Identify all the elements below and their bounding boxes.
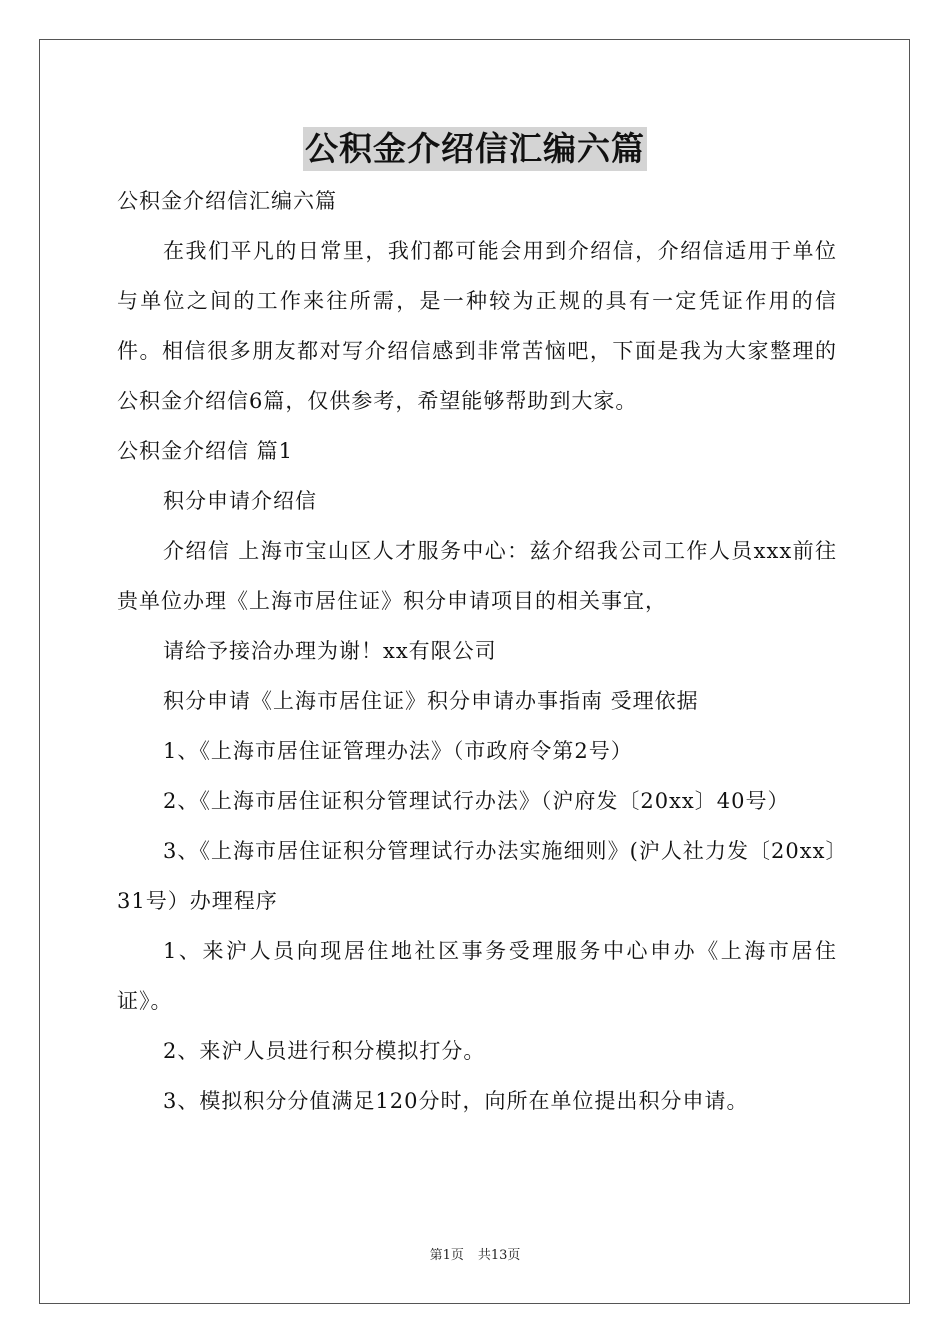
body-paragraph: 积分申请介绍信 xyxy=(163,489,317,513)
title-container xyxy=(0,127,950,171)
body-paragraph: 积分申请《上海市居住证》积分申请办事指南 受理依据 xyxy=(163,689,699,713)
body-paragraph: 2、来沪人员进行积分模拟打分。 xyxy=(163,1039,486,1063)
body-paragraph: 3、《上海市居住证积分管理试行办法实施细则》(沪人社力发〔20xx〕31号）办理程序 xyxy=(117,839,837,913)
page-footer xyxy=(0,1247,950,1265)
body-paragraph: 公积金介绍信 篇1 xyxy=(117,439,294,463)
document-body xyxy=(117,176,837,1126)
body-paragraph: 介绍信 上海市宝山区人才服务中心：兹介绍我公司工作人员xxx前往贵单位办理《上海市居住证》积分申请项目的相关事宜， xyxy=(117,539,837,613)
document-title: 公积金介绍信汇编六篇 xyxy=(303,127,647,171)
body-paragraph: 2、《上海市居住证积分管理试行办法》（沪府发〔20xx〕40号） xyxy=(163,789,790,813)
document-subtitle: 公积金介绍信汇编六篇 xyxy=(117,189,337,213)
body-paragraph: 1、来沪人员向现居住地社区事务受理服务中心申办《上海市居住证》。 xyxy=(117,939,837,1013)
body-paragraph: 在我们平凡的日常里，我们都可能会用到介绍信，介绍信适用于单位与单位之间的工作来往所需，是一种较为正规的具有一定凭证作用的信件。相信很多朋友都对写介绍信感到非常苦恼吧，下面是我为大家整理的公积金介绍信6篇，仅供参考，希望能够帮助到大家。 xyxy=(117,239,837,413)
body-paragraph: 请给予接洽办理为谢！xx有限公司 xyxy=(163,639,497,663)
page-number: 第1页 xyxy=(429,1248,464,1263)
body-paragraph: 3、模拟积分分值满足120分时，向所在单位提出积分申请。 xyxy=(163,1089,749,1113)
body-paragraph: 1、《上海市居住证管理办法》（市政府令第2号） xyxy=(163,739,633,763)
page-total: 共13页 xyxy=(477,1248,521,1263)
